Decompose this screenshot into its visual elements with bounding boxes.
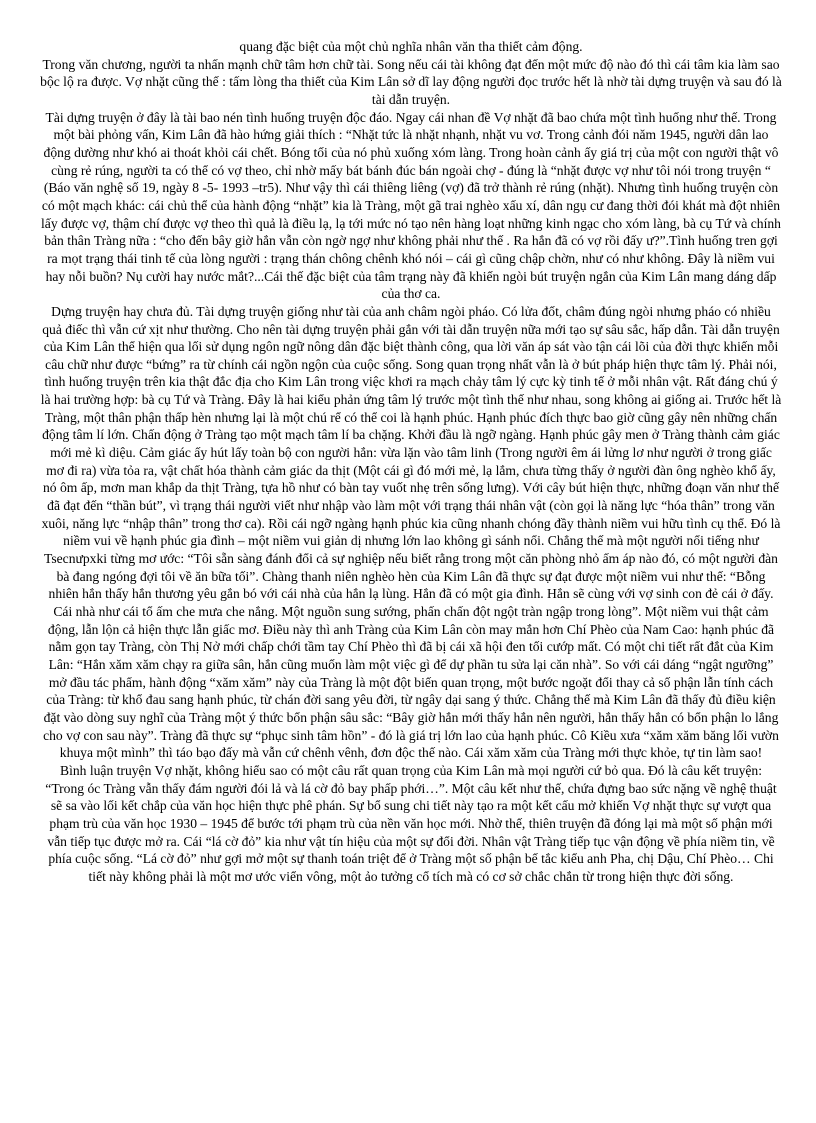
paragraph-ket-truyen: Bình luận truyện Vợ nhặt, không hiểu sao có một câu rất quan trọng của Kim Lân mà mọi người cứ bỏ qua. Đó là câu kết truyện: “Trong óc Tràng vẫn thấy đám người đói lả và lá cờ đỏ bay phấp phới…”. Một câu kết như thế, chứa đựng bao sức nặng về nghệ thuật sẽ sa vào lối kết chắp của văn học hiện thực phê phán. Sự bổ sung chi tiết này tạo ra một kết cấu mở khiến Vợ nhặt thực sự vượt qua phạm trù của văn học 1930 – 1945 để bước tới phạm trù của nền văn học mới. Nhờ thế, thiên truyện đã đóng lại mà một số phận mới vẫn tiếp tục được mở ra. Cái “lá cờ đỏ” kia như vật tín hiệu của một sự đổi đời. Nhân vật Tràng tiếp tục vận động về phía niềm tin, về phía cuộc sống. “Lá cờ đỏ” như gợi mở một sự thanh toán triệt để ở Tràng một số phận bế tắc kiểu anh Pha, chị Dậu, Chí Phèo… Chi tiết này không phải là một mơ ước viển vông, một ảo tưởng cổ tích mà có cơ sở chắc chắn từ trong hiện thực đời sống. <box>45 762 777 884</box>
paragraph-intro-ending: quang đặc biệt của một chủ nghĩa nhân văn tha thiết cảm động. <box>239 39 583 54</box>
paragraph-tam-tai: Trong văn chương, người ta nhấn mạnh chữ tâm hơn chữ tài. Song nếu cái tài không đạt đến một mức độ nào đó thì cái tâm kia làm sao bộc lộ ra được. Vợ nhặt cũng thế : tấm lòng tha thiết của Kim Lân sở dĩ lay động người đọc trước hết là nhờ tài dựng truyện và sau đó là tài dẫn truyện. <box>40 56 782 107</box>
paragraph-dan-truyen: Dựng truyện hay chưa đủ. Tài dựng truyện giống như tài của anh châm ngòi pháo. Có lửa đốt, châm đúng ngòi nhưng pháo có nhiều quả điếc thì vẫn cứ xịt như thường. Cho nên tài dựng truyện phải gắn với tài dẫn truyện nữa mới tạo sự sâu sắc, hấp dẫn. Tài dẫn truyện của Kim Lân thể hiện qua lối sử dụng ngôn ngữ nông dân đặc biệt thành công, qua lời văn áp sát vào tận cái lõi của đời thực khiến mỗi câu chữ như được “bứng” ra từ chính cái ngồn ngộn của cuộc sống. Song quan trọng nhất vẫn là ở bút pháp hiện thực tâm lý. Phải nói, tình huống truyện trên kia thật đắc địa cho Kim Lân trong việc khơi ra mạch chảy tâm lý cực kỳ tinh tế ở mỗi nhân vật. Rất đáng chú ý là hai trường hợp: bà cụ Tứ và Tràng. Đây là hai kiểu phản ứng tâm lý trước một tình thế như nhau, song không ai giống ai. Trước hết là Tràng, một thân phận thấp hèn nhưng lại là một chú rể có thể coi là hạnh phúc. Hạnh phúc đích thực bao giờ cũng gây nên những chấn động tâm lí lớn. Chấn động ở Tràng tạo một mạch tâm lí ba chặng. Khởi đầu là ngỡ ngàng. Hạnh phúc gây men ở Tràng thành cảm giác mới mẻ kì diệu. Cảm giác ấy hút lấy toàn bộ con người hắn: vừa lặn vào tâm linh (Trong người êm ái lửng lơ như người ở trong giấc mơ đi ra) vừa tỏa ra, vật chất hóa thành cảm giác da thịt (Một cái gì đó mới mẻ, lạ lắm, chưa từng thấy ở người đàn ông nghèo khổ ấy, nó ôm ấp, mơn man khắp da thịt Tràng, tựa hồ như có bàn tay vuốt nhẹ trên sống lưng). Với cây bút hiện thực, những đoạn văn như thế đã đạt đến “thần bút”, vì trạng thái người viết như nhập vào làm một với trạng thái nhân vật (còn gọi là năng lực “hóa thân” trong văn xuôi, năng lực “nhập thân” trong thơ ca). Rồi cái ngỡ ngàng hạnh phúc kia cũng nhanh chóng đầy thành niềm vui hữu tình cụ thể. Đó là niềm vui về hạnh phúc gia đình – một niềm vui giản dị nhưng lớn lao không gì sánh nổi. Chẳng thế mà một người nổi tiếng như Tsecnưpxki từng mơ ước: “Tôi sẵn sàng đánh đổi cả sự nghiệp nếu biết rằng trong một căn phòng nhỏ ấm áp nào đó, có một người đàn bà đang ngóng đợi tôi về ăn bữa tối”. Chàng thanh niên nghèo hèn của Kim Lân đã thực sự đạt được một niềm vui như thế: “Bỗng nhiên hắn thấy hắn thương yêu gắn bó với cái nhà của hắn lạ lùng. Hắn đã có một gia đình. Hắn sẽ cùng với vợ sinh con đẻ cái ở đấy. Cái nhà như cái tổ ấm che mưa che nắng. Một nguồn sung sướng, phấn chấn đột ngột tràn ngập trong lòng”. Một niềm vui thật cảm động, lẫn lộn cả hiện thực lẫn giấc mơ. Điều này thì anh Tràng của Kim Lân còn may mắn hơn Chí Phèo của Nam Cao: hạnh phúc đã nằm gọn tay Tràng, còn Thị Nở mới chấp chới tầm tay Chí Phèo thì đã bị cái xã hội đen tối cướp mất. Có một chi tiết rất đắt của Kim Lân: “Hắn xăm xăm chạy ra giữa sân, hắn cũng muốn làm một việc gì để dự phần tu sửa lại căn nhà”. So với cái dáng “ngật ngưỡng” mở đầu tác phẩm, hành động “xăm xăm” này của Tràng là một đột biến quan trọng, một bước ngoặt đổi thay cả số phận lẫn tính cách của Tràng: từ khổ đau sang hạnh phúc, từ chán đời sang yêu đời, từ ngây dại sang ý thức. Chẳng thế mà Kim Lân đã thấy đủ điều kiện đặt vào dòng suy nghĩ của Tràng một ý thức bổn phận sâu sắc: “Bây giờ hắn mới thấy hắn nên người, hắn thấy hắn có bổn phận lo lắng cho vợ con sau này”. Tràng đã thực sự “phục sinh tâm hồn” - đó là giá trị lớn lao của hạnh phúc. Cô Kiều xưa “xăm xăm băng lối vườn khuya một mình” thì táo bạo đấy mà vẫn cứ chênh vênh, đơn độc thế nào. Cái xăm xăm của Tràng mới thực khỏe, tự tin làm sao! <box>40 303 782 761</box>
document-page <box>40 38 782 886</box>
paragraph-tinh-huong: Tài dựng truyện ở đây là tài bao nén tình huống truyện độc đáo. Ngay cái nhan đề Vợ nhặt đã bao chứa một tình huống như thế. Trong một bài phỏng vấn, Kim Lân đã hào hứng giải thích : “Nhặt tức là nhặt nhạnh, nhặt vu vơ. Trong cảnh đói năm 1945, người dân lao động dường như khó ai thoát khỏi cái chết. Bóng tối của nó phủ xuống xóm làng. Trong hoàn cảnh ấy giá trị của một con người thật vô cùng rẻ rúng, người ta có thể có vợ theo, chỉ nhờ mấy bát bánh đúc bán ngoài chợ - đúng là “nhặt được vợ như tôi nói trong truyện “ (Báo văn nghệ số 19, ngày 8 -5- 1993 –tr5). Như vậy thì cái thiêng liêng (vợ) đã trở thành rẻ rúng (nhặt). Nhưng tình huống truyện còn có một mạch khác: cái chủ thể của hành động “nhặt” kia là Tràng, một gã trai nghèo xấu xí, dân ngụ cư đang thời đói khát mà đột nhiên lấy được vợ, thậm chí được vợ theo thì quả là điều lạ, lạ tới mức nó tạo nên hàng loạt những kinh ngạc cho xóm làng, bà cụ Tứ và chính bản thân Tràng nữa : “cho đến bây giờ hắn vẫn còn ngờ ngợ như không phải như thế . Ra hắn đã có vợ rồi đấy ư?”.Tình huống tren gợi ra mọt trạng thái tinh tế của lòng người : trạng thán chông chênh khó nói – cái gì cũng chập chờn, như có như không. Đây là niềm vui hay nỗi buồn? Nụ cười hay nước mắt?...Cái thế đặc biệt của tâm trạng này đã khiến ngòi bút truyện ngắn của Kim Lân mang dáng dấp của thơ ca. <box>41 109 781 302</box>
